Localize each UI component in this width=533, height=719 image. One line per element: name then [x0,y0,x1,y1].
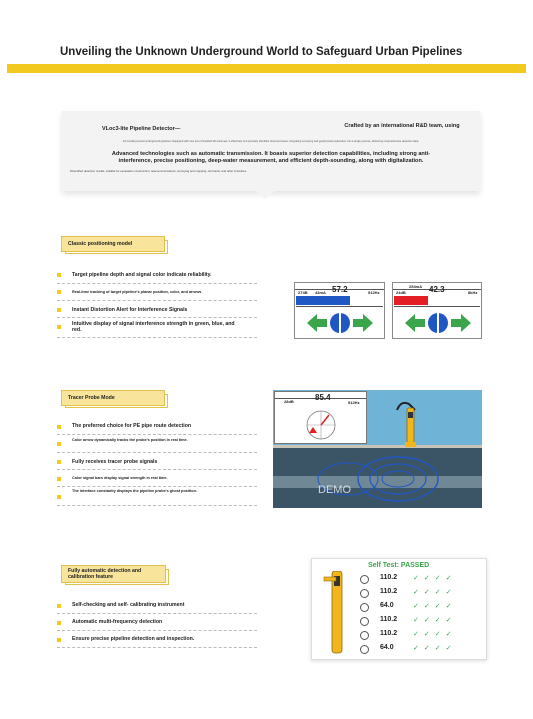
detector-screen-blue [294,282,385,339]
self-test-value: 110.2 [380,616,398,623]
list-item [57,631,257,648]
check-circle-icon [360,589,369,598]
detector-device-icon [391,400,431,450]
list-item [57,418,257,435]
list-item [57,597,257,614]
screen-current: 43mA [315,290,326,295]
section-label-classic: Classic positioning model [61,236,165,252]
check-circle-icon [360,617,369,626]
self-test-value: 64.0 [380,644,394,651]
list-item-text: Intuitive display of signal interference strength in green, blue, and red. [72,321,235,334]
tracer-screen [274,391,367,444]
check-circle-icon [360,575,369,584]
bullet-icon [57,325,61,329]
signal-bar-red [394,296,428,305]
self-test-value: 110.2 [380,574,398,581]
bullet-icon [57,495,61,499]
probe-tracking-icon [281,407,363,443]
product-name: VLoc3-lite Pipeline Detector— [102,126,181,132]
self-test-row [360,601,480,614]
self-test-row [360,643,480,656]
crafted-by-text: Crafted by an international R&D team, using [344,123,460,129]
list-item [57,487,257,506]
list-item-text: Fully receives tracer probe signals [72,459,158,465]
screen-depth: 28dB [284,399,294,404]
direction-arrows-icon [295,308,385,338]
bullet-icon [57,460,61,464]
check-marks-icon: ✓✓✓✓ [413,617,457,624]
signal-field-rings [293,446,453,506]
detector-screen-red [392,282,482,339]
detector-device-icon [320,571,356,655]
self-test-value: 64.0 [380,602,394,609]
list-item [57,284,257,301]
bullet-icon [57,273,61,277]
bullet-icon [57,604,61,608]
list-item [57,318,257,338]
screen-value: 85.4 [315,393,331,402]
check-marks-icon: ✓✓✓✓ [413,575,457,582]
list-item-text: Instant Distortion Alert for Interference Signals [72,307,188,313]
screen-value: 57.2 [332,285,348,294]
screen-value: 42.3 [429,285,445,294]
bullet-icon [57,290,61,294]
list-item [57,453,257,470]
self-test-value: 110.2 [380,630,398,637]
screen-frequency: 512Hz [348,400,360,405]
screen-frequency: 512Hz [368,290,380,295]
demo-watermark: DEMO [318,484,351,496]
list-item [57,268,257,284]
self-test-row [360,615,480,628]
tracer-demo-scene [273,390,482,508]
self-test-row [360,587,480,600]
intro-description: For locating buried underground pipelines. Equipped with new era of shielded 3D antennas, it effectively and precisely identifies obscured areas, integrating surveying and geophysical exploration into a single process, delivering comprehensive detection data. [123,140,419,143]
list-item-text: Automatic multi-frequency detection [72,619,163,625]
bullet-icon [57,621,61,625]
signal-bar-blue [296,296,350,305]
screen-current: 254mA [409,284,423,289]
bullet-icon [57,477,61,481]
intro-applications: Diversified detection results, suitable for excavation construction, telecommunications, surveying and mapping, rail transit, and other industries. [70,169,247,173]
intro-card-pointer [255,191,275,199]
self-test-panel [311,558,487,660]
list-item [57,470,257,487]
section-label-auto: Fully automatic detection and calibration feature [61,565,166,583]
list-item-text: Self-checking and self- calibrating instrument [72,602,185,608]
check-circle-icon [360,603,369,612]
check-circle-icon [360,645,369,654]
list-item-text: Ensure precise pipeline detection and inspection. [72,636,195,642]
intro-advanced-tech: Advanced technologies such as automatic transmission. It boasts superior detection capabilities, including strong anti-interference, precise positioning, deep-water measurement, and efficient depth-sounding, along with digitalization. [111,151,431,164]
bullet-icon [57,442,61,446]
check-marks-icon: ✓✓✓✓ [413,631,457,638]
self-test-value: 110.2 [380,588,398,595]
title-accent-bar [7,64,526,73]
page-title: Unveiling the Unknown Underground World to Safeguard Urban Pipelines [60,46,463,58]
check-marks-icon: ✓✓✓✓ [413,645,457,652]
screen-frequency: 8kHz [468,290,478,295]
list-item [57,614,257,631]
check-marks-icon: ✓✓✓✓ [413,603,457,610]
screen-depth: 24dB [396,290,406,295]
check-circle-icon [360,631,369,640]
self-test-title: Self Test: PASSED [368,562,430,569]
self-test-row [360,573,480,586]
intro-card [62,111,480,191]
screen-depth: 274B [298,290,308,295]
list-item-text: The interface constantly displays the pipeline probe's ghost position. [72,489,197,493]
list-item-text: Real-time tracking of target pipeline's planar position, color, and arrows [72,290,202,294]
self-test-row [360,629,480,642]
list-item-text: Color signal bars display signal strength in real time. [72,476,168,480]
check-marks-icon: ✓✓✓✓ [413,589,457,596]
list-item-text: Target pipeline depth and signal color indicate reliability. [72,272,212,278]
bullet-icon [57,308,61,312]
bullet-icon [57,425,61,429]
direction-arrows-icon [393,308,482,338]
list-item [57,301,257,318]
section-label-tracer: Tracer Probe Mode [61,390,165,406]
bullet-icon [57,638,61,642]
list-item-text: The preferred choice for PE pipe route detection [72,423,192,429]
list-item [57,435,257,453]
list-item-text: Color arrow dynamically tracks the probe's position in real time. [72,438,188,442]
